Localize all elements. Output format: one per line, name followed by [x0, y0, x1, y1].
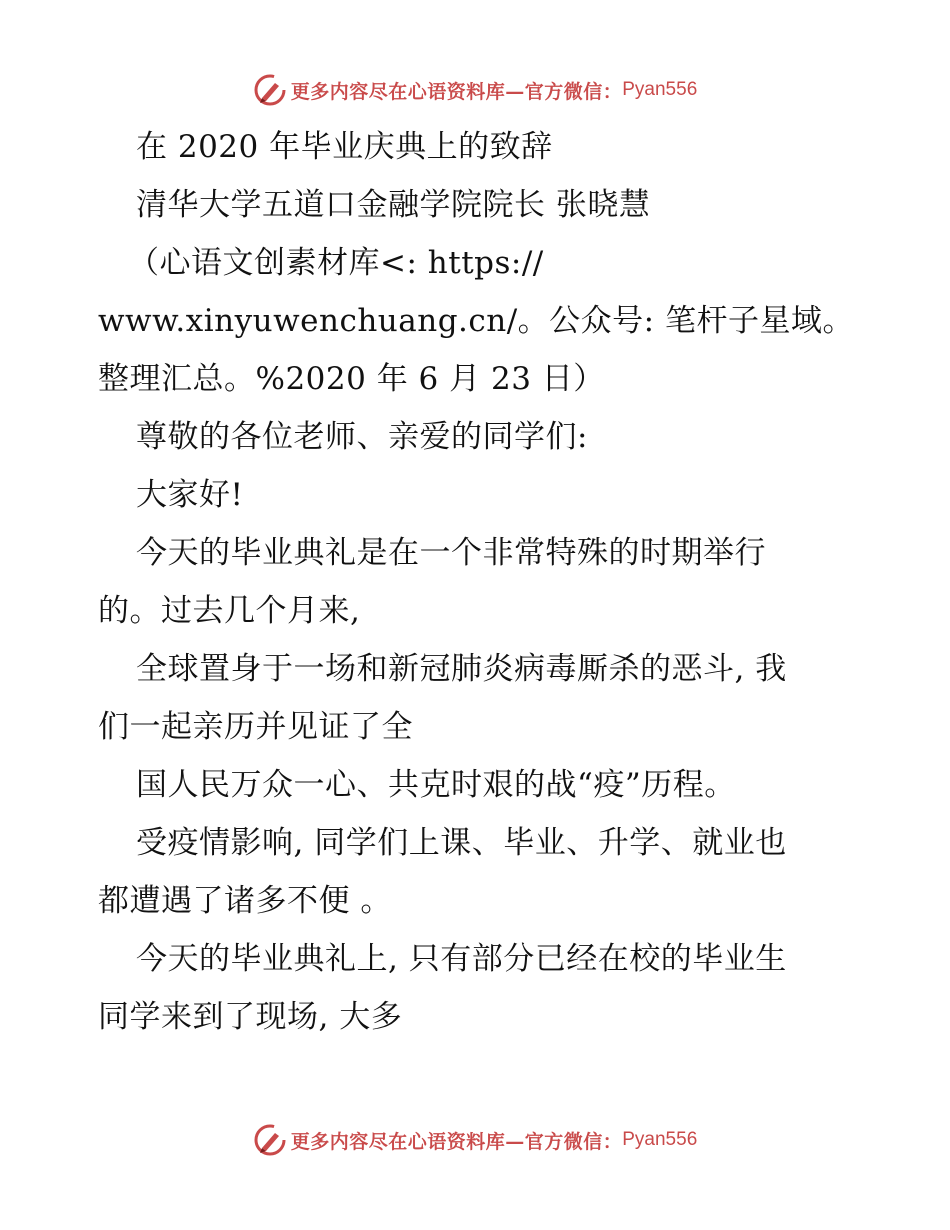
paragraph-line: 今天的毕业典礼上, 只有部分已经在校的毕业生 — [136, 941, 787, 977]
header-banner — [0, 70, 950, 110]
red-pen-logo-icon — [253, 73, 287, 107]
paragraph-line: 受疫情影响, 同学们上课、毕业、升学、就业也 — [136, 825, 787, 861]
paragraph-line: 们一起亲历并见证了全 — [98, 709, 413, 745]
paragraph-line: 同学来到了现场, 大多 — [98, 999, 403, 1035]
salutation-line: 尊敬的各位老师、亲爱的同学们: — [136, 419, 588, 455]
document-title: 在 2020 年毕业庆典上的致辞 — [136, 129, 553, 165]
paragraph-line: 国人民万众一心、共克时艰的战“疫”历程。 — [136, 767, 736, 803]
author-line: 清华大学五道口金融学院院长 张晓慧 — [136, 187, 651, 223]
paragraph-line: 都遭遇了诸多不便 。 — [98, 883, 392, 919]
document-body — [98, 118, 858, 1046]
greeting-line: 大家好! — [136, 477, 244, 513]
banner-wechat-id: Pyan556 — [622, 79, 698, 100]
source-note-line: 整理汇总。%2020 年 6 月 23 日） — [98, 361, 605, 397]
paragraph-line: 的。过去几个月来, — [98, 593, 361, 629]
banner-text: 更多内容尽在心语资料库—官方微信： — [290, 80, 623, 103]
paragraph-line: 全球置身于一场和新冠肺炎病毒厮杀的恶斗, 我 — [136, 651, 787, 687]
source-note-line: （心语文创素材库<: https:// — [128, 245, 544, 281]
paragraph-line: 今天的毕业典礼是在一个非常特殊的时期举行 — [136, 535, 766, 571]
source-note-line: www.xinyuwenchuang.cn/。公众号: 笔杆子星域。 — [98, 303, 854, 339]
red-pen-logo-icon — [253, 1123, 287, 1157]
banner-wechat-id: Pyan556 — [622, 1129, 698, 1150]
banner-text: 更多内容尽在心语资料库—官方微信： — [290, 1130, 623, 1153]
footer-banner — [0, 1120, 950, 1160]
